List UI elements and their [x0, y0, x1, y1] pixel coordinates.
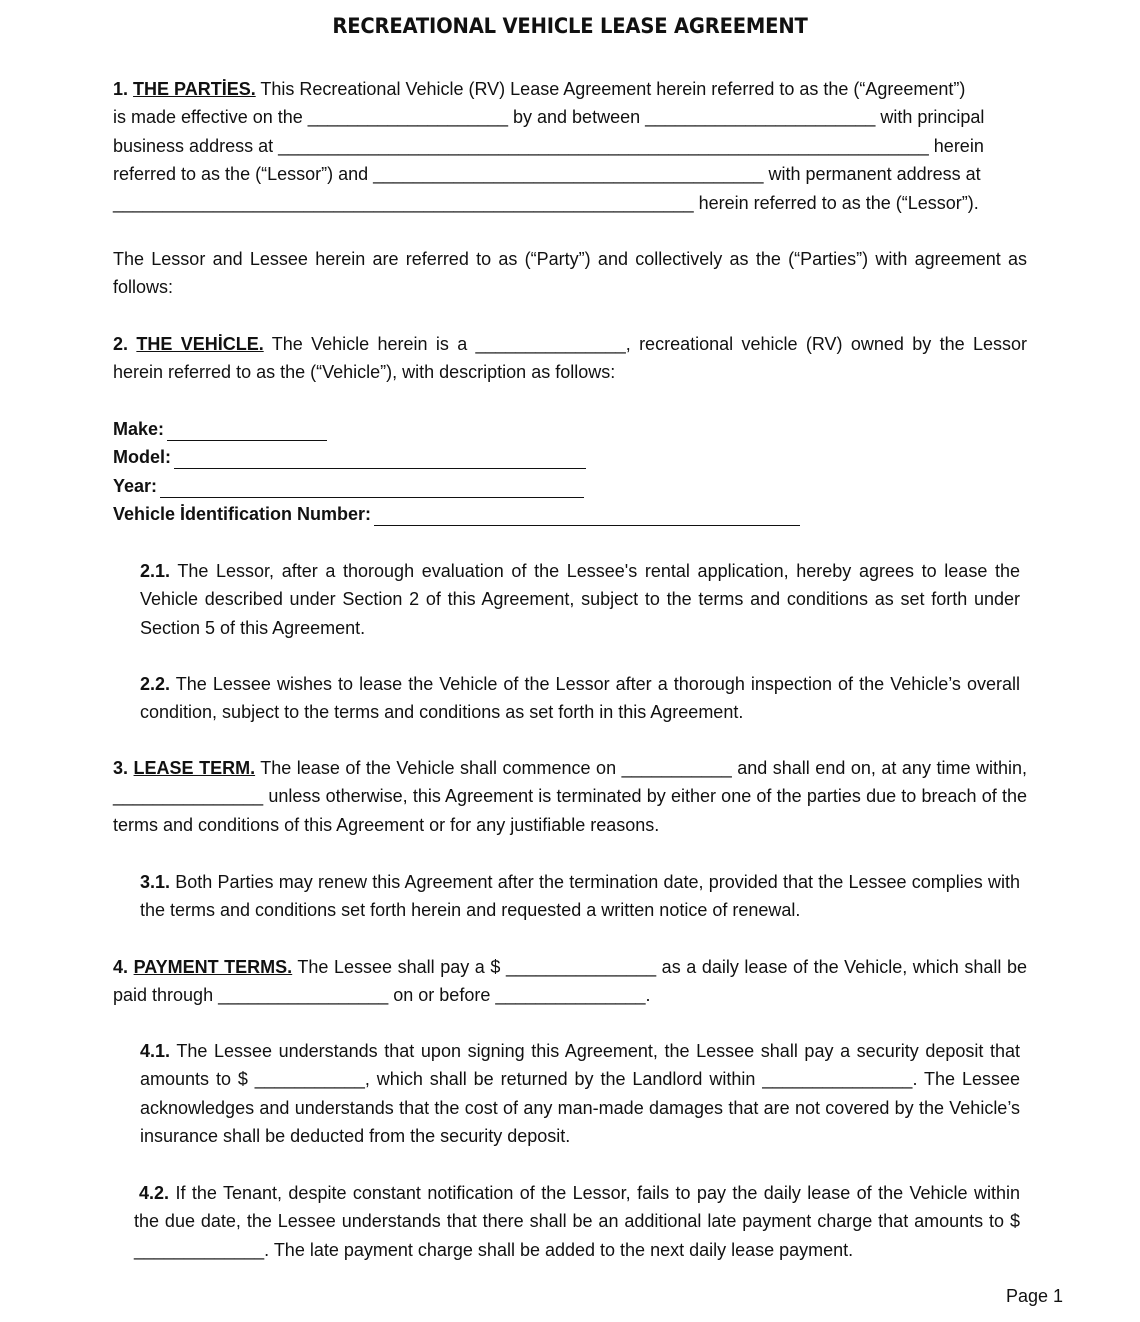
section-1-line-5: __________________________________________________________ herein referred to as the (“Lessor”). — [113, 192, 979, 213]
section-4-payment-terms — [113, 953, 1027, 1010]
section-text: If the Tenant, despite constant notification of the Lessor, fails to pay the daily lease of the Vehicle within the due date, the Lessee understands that there shall be an additional late payment charge that amounts to $ _____________. The late payment charge shall be added to the next daily lease payment. — [134, 1183, 1020, 1260]
model-blank-line[interactable] — [174, 448, 586, 469]
section-1-line-4: referred to as the (“Lessor”) and _______________________________________ with permanent address at — [113, 164, 981, 185]
model-field[interactable] — [113, 443, 586, 471]
vin-label: Vehicle İdentification Number: — [113, 504, 372, 524]
section-1-line-2: is made effective on the ____________________ by and between _______________________ with principal — [113, 107, 985, 128]
section-number: 2.1. — [140, 561, 171, 581]
section-1-parties — [113, 75, 1027, 217]
section-2-vehicle — [113, 330, 1027, 387]
section-heading: LEASE TERM. — [133, 758, 256, 778]
section-number: 4. — [113, 957, 129, 977]
vin-blank-line[interactable] — [374, 505, 800, 526]
section-3-lease-term — [113, 754, 1027, 839]
section-number: 4.2. — [139, 1183, 170, 1203]
section-1-line-3: business address at _________________________________________________________________ herein — [113, 135, 984, 156]
section-text: The lease of the Vehicle shall commence on ___________ and shall end on, at any time within, _______________ unless otherwise, this Agreement is terminated by either one of the parties due to breach of the terms and conditions of this Agreement or for any justifiable reasons. — [113, 758, 1028, 835]
section-heading: THE VEHİCLE. — [136, 334, 264, 354]
page-number: Page 1 — [1005, 1286, 1063, 1306]
section-2-1 — [140, 557, 1020, 642]
section-1-line-1 — [113, 75, 1027, 103]
section-4-1 — [140, 1037, 1020, 1151]
year-blank-line[interactable] — [160, 477, 584, 498]
document-title: RECREATIONAL VEHICLE LEASE AGREEMENT — [332, 14, 808, 38]
section-number: 1. — [113, 79, 129, 99]
make-field[interactable] — [113, 415, 327, 443]
section-text: The Lessee understands that upon signing this Agreement, the Lessee shall pay a security deposit that amounts to $ ___________, which shall be returned by the Landlord within _______________. The Lessee acknowledges and understands that the cost of any man-made damages that are not covered by the Vehicle’s insurance shall be deducted from the security deposit. — [140, 1041, 1020, 1147]
section-number: 3. — [113, 758, 129, 778]
section-text: The Vehicle herein is a _______________, recreational vehicle (RV) owned by the Lessor herein referred to as the (“Vehicle”), with description as follows: — [113, 334, 1027, 383]
section-number: 3.1. — [140, 872, 171, 892]
make-label: Make: — [113, 419, 165, 439]
parties-definition-paragraph: The Lessor and Lessee herein are referred to as (“Party”) and collectively as the (“Parties”) with agreement as follows: — [113, 249, 1027, 298]
section-4-2 — [134, 1179, 1020, 1264]
section-text: The Lessor, after a thorough evaluation of the Lessee's rental application, hereby agrees to lease the Vehicle described under Section 2 of this Agreement, subject to the terms and conditions as set forth under Section 5 of this Agreement. — [140, 561, 1020, 638]
section-heading: THE PARTİES. — [133, 79, 256, 99]
section-text: The Lessee wishes to lease the Vehicle of the Lessor after a thorough inspection of the Vehicle’s overall condition, subject to the terms and conditions as set forth in this Agreement. — [140, 674, 1020, 723]
section-2-2 — [140, 670, 1020, 727]
vin-field[interactable] — [113, 500, 800, 528]
year-label: Year: — [113, 476, 158, 496]
section-number: 4.1. — [140, 1041, 171, 1061]
section-number: 2. — [113, 334, 129, 354]
section-number: 2.2. — [140, 674, 171, 694]
section-text: This Recreational Vehicle (RV) Lease Agreement herein referred to as the (“Agreement”) — [255, 79, 966, 99]
section-3-1 — [140, 868, 1020, 925]
model-label: Model: — [113, 447, 171, 467]
section-text: The Lessee shall pay a $ _______________ as a daily lease of the Vehicle, which shall be paid through _________________ on or before _______________. — [113, 957, 1027, 1006]
make-blank-line[interactable] — [167, 420, 327, 441]
section-text: Both Parties may renew this Agreement after the termination date, provided that the Lessee complies with the terms and conditions set forth herein and requested a written notice of renewal. — [140, 872, 1020, 921]
section-heading: PAYMENT TERMS. — [133, 957, 293, 977]
year-field[interactable] — [113, 472, 584, 500]
